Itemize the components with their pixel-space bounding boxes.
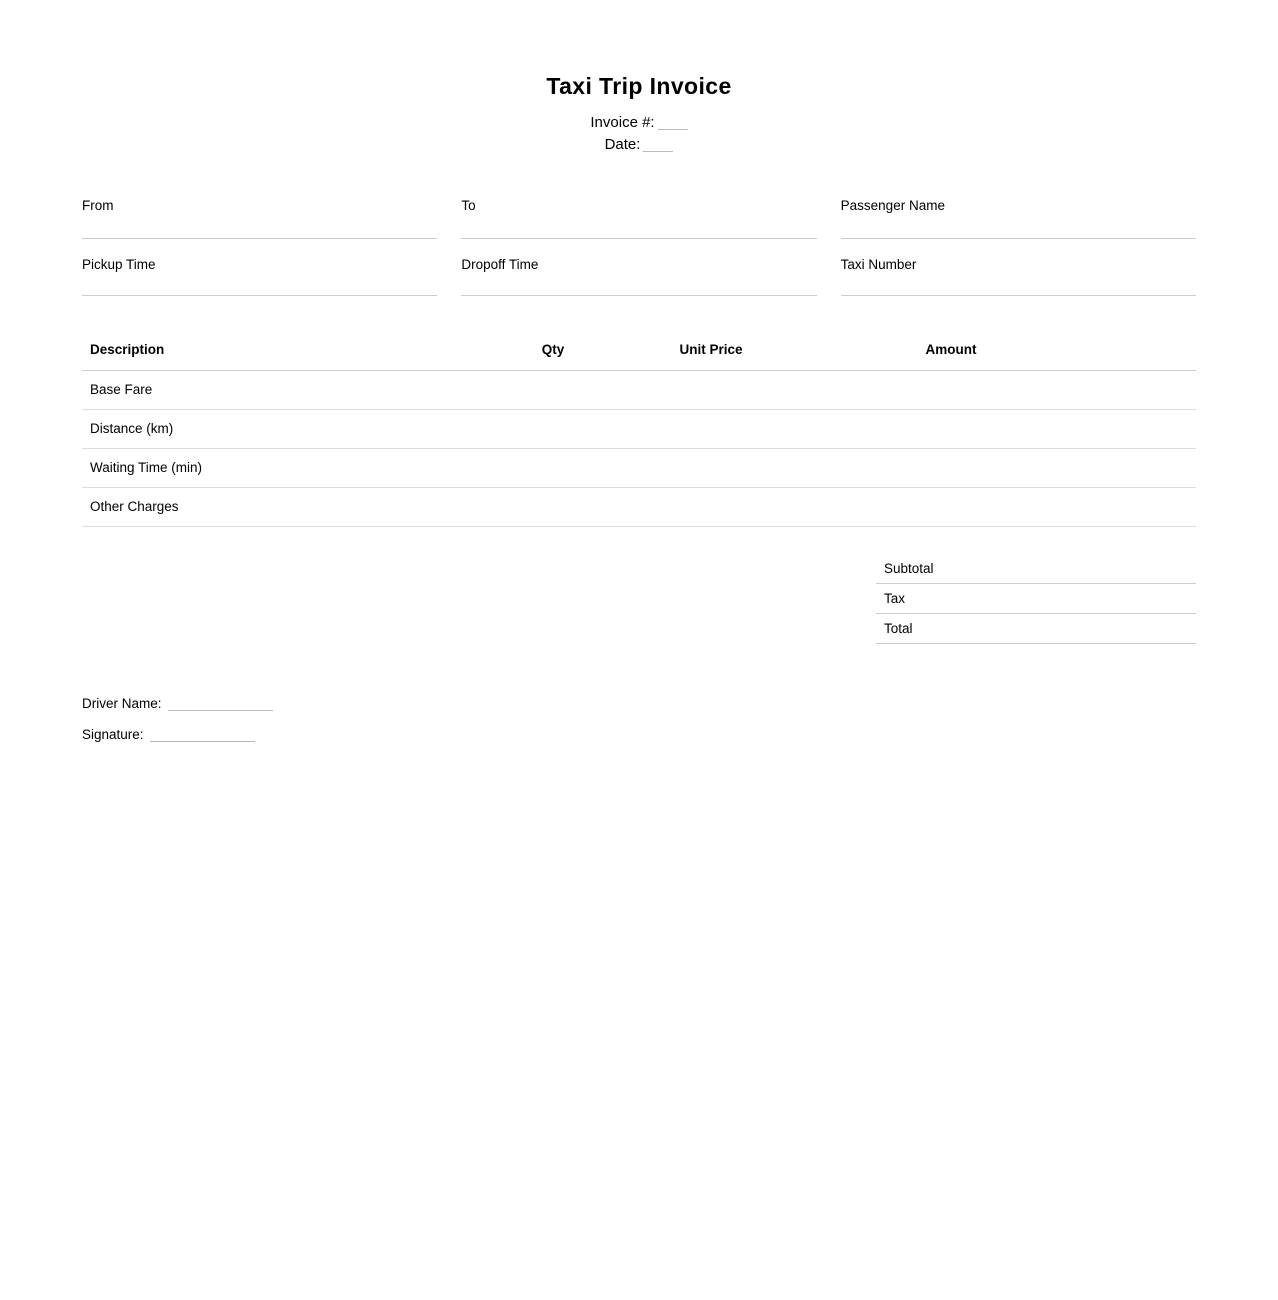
total-value[interactable]: [1051, 613, 1196, 643]
signature-row: [82, 727, 1196, 742]
totals-row-subtotal: [876, 554, 1196, 584]
totals-section: [0, 554, 1278, 644]
totals-row-tax: [876, 583, 1196, 613]
table-row: [82, 487, 1196, 526]
field-dropoff-time-input[interactable]: [461, 295, 816, 296]
field-from: [82, 188, 437, 247]
invoice-date-value[interactable]: [643, 136, 673, 152]
items-section: [0, 332, 1278, 527]
invoice-date-row: [0, 134, 1278, 156]
page-title: Taxi Trip Invoice: [546, 73, 732, 99]
field-to-label: To: [461, 197, 476, 213]
row-qty[interactable]: [534, 448, 672, 487]
field-to-input[interactable]: [461, 238, 816, 239]
row-amount[interactable]: [917, 370, 1196, 409]
field-taxi-number-label: Taxi Number: [840, 256, 917, 272]
row-unit-price[interactable]: [671, 487, 917, 526]
tax-label: Tax: [876, 583, 1051, 613]
signature-label: Signature:: [82, 726, 144, 742]
field-pickup-time-label: Pickup Time: [82, 256, 156, 272]
signature-input[interactable]: [150, 727, 255, 742]
invoice-number-row: [0, 112, 1278, 134]
header-unit-price: Unit Price: [671, 332, 917, 371]
items-header-row: [82, 332, 1196, 371]
row-unit-price[interactable]: [671, 370, 917, 409]
field-passenger-name: [841, 188, 1196, 247]
row-description: Base Fare: [82, 370, 534, 409]
subtotal-value[interactable]: [1051, 554, 1196, 584]
field-passenger-name-input[interactable]: [841, 238, 1196, 239]
header-amount: Amount: [917, 332, 1196, 371]
tax-value[interactable]: [1051, 583, 1196, 613]
totals-row-total: [876, 613, 1196, 643]
driver-name-label: Driver Name:: [82, 695, 162, 711]
trip-fields: [0, 188, 1278, 304]
subtotal-label: Subtotal: [876, 554, 1051, 584]
driver-name-input[interactable]: [168, 696, 273, 711]
row-unit-price[interactable]: [671, 448, 917, 487]
row-amount[interactable]: [917, 409, 1196, 448]
row-description: Other Charges: [82, 487, 534, 526]
total-label: Total: [876, 613, 1051, 643]
invoice-date-label: Date:: [604, 135, 641, 153]
signature-section: [0, 696, 1278, 742]
field-to: [461, 188, 816, 247]
field-pickup-time: [82, 247, 437, 304]
items-table: [82, 332, 1196, 527]
field-from-label: From: [82, 197, 114, 213]
table-row: [82, 409, 1196, 448]
row-amount[interactable]: [917, 448, 1196, 487]
table-row: [82, 448, 1196, 487]
row-amount[interactable]: [917, 487, 1196, 526]
row-description: Waiting Time (min): [82, 448, 534, 487]
field-dropoff-time-label: Dropoff Time: [461, 256, 539, 272]
table-row: [82, 370, 1196, 409]
row-qty[interactable]: [534, 409, 672, 448]
field-passenger-name-label: Passenger Name: [840, 197, 945, 213]
field-taxi-number-input[interactable]: [841, 295, 1196, 296]
row-qty[interactable]: [534, 370, 672, 409]
field-dropoff-time: [461, 247, 816, 304]
totals-table: [876, 554, 1196, 644]
row-description: Distance (km): [82, 409, 534, 448]
field-from-input[interactable]: [82, 238, 437, 239]
invoice-number-value[interactable]: [658, 114, 688, 130]
invoice-number-label: Invoice #:: [590, 114, 655, 131]
row-unit-price[interactable]: [671, 409, 917, 448]
row-qty[interactable]: [534, 487, 672, 526]
header-qty: Qty: [534, 332, 672, 371]
driver-name-row: [82, 696, 1196, 711]
field-pickup-time-input[interactable]: [82, 295, 437, 296]
field-taxi-number: [841, 247, 1196, 304]
invoice-meta: [0, 112, 1278, 156]
header-description: Description: [82, 332, 534, 371]
